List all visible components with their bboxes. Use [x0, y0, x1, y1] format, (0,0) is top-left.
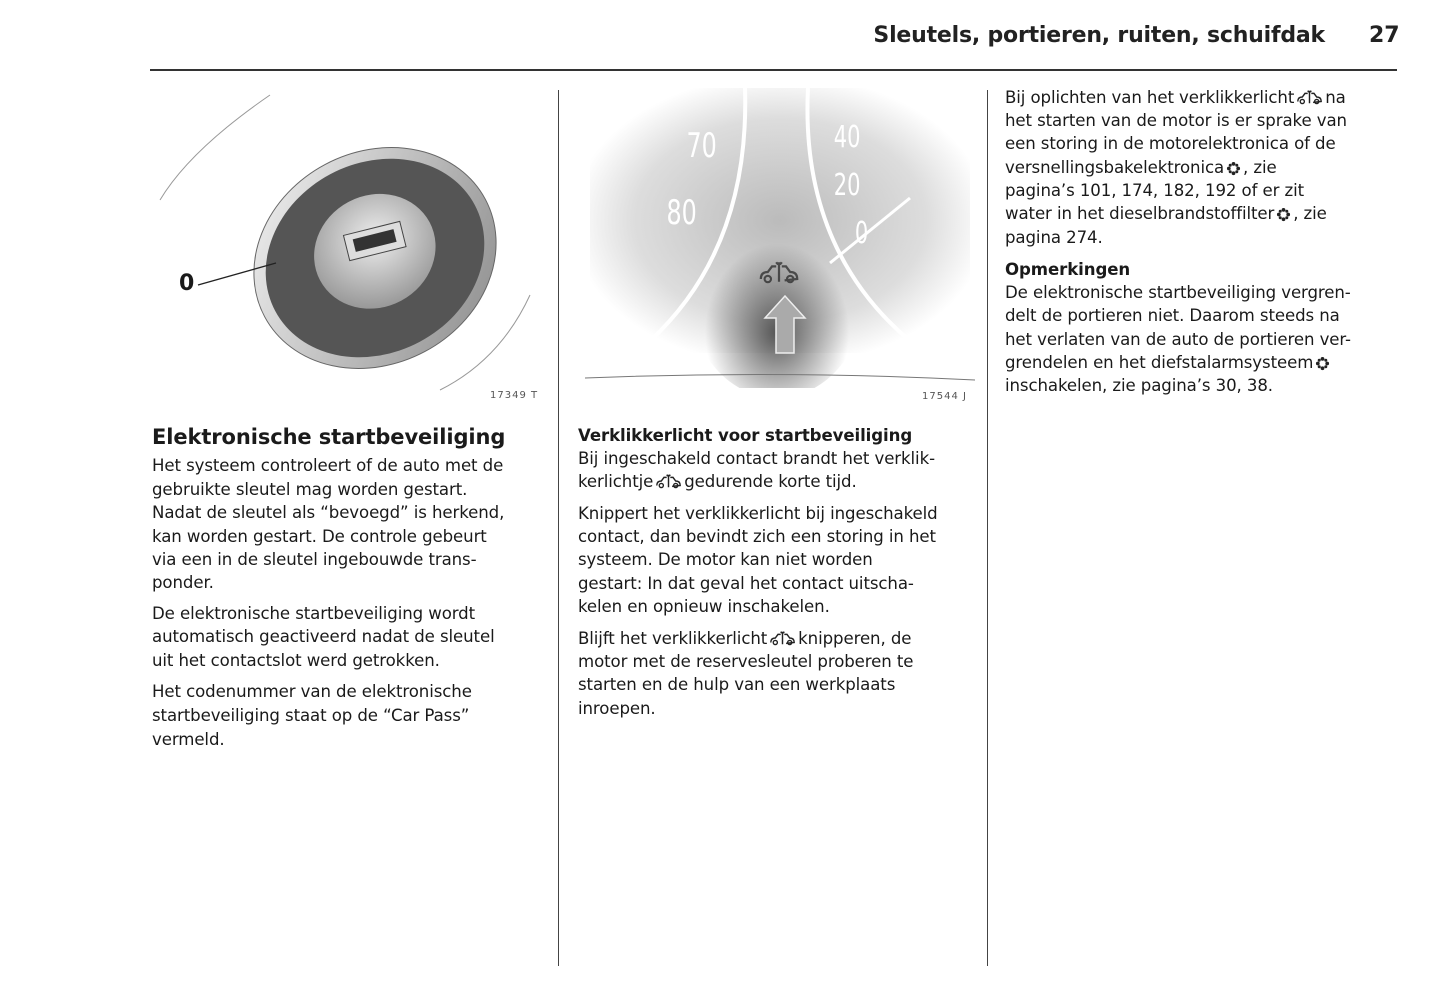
- gauge-number: 40: [833, 120, 861, 155]
- text-line: het verlaten van de auto de portieren ver-: [1005, 330, 1351, 349]
- text-line: inschakelen, zie pagina’s 30, 38.: [1005, 376, 1273, 395]
- text-segment: grendelen en het diefstalarmsysteem: [1005, 353, 1314, 372]
- instrument-cluster-illustration: [580, 88, 975, 410]
- text-line: [578, 627, 911, 651]
- asterisk-flower-icon: [1276, 207, 1291, 222]
- text-segment: , zie: [1293, 204, 1327, 223]
- gauge-number: 70: [686, 126, 717, 166]
- section-heading: Verklikkerlicht voor startbeveiliging: [578, 426, 913, 445]
- text-line: [578, 470, 857, 494]
- asterisk-flower-icon: [1315, 356, 1330, 371]
- text-line: pagina’s 101, 174, 182, 192 of er zit: [1005, 181, 1305, 200]
- header-rule: [150, 69, 1397, 71]
- text-line: een storing in de motorelektronica of de: [1005, 134, 1336, 153]
- text-line: uit het contactslot werd getrokken.: [152, 651, 440, 670]
- text-line: Knippert het verklikkerlicht bij ingeschakeld: [578, 504, 938, 523]
- text-line: motor met de reservesleutel proberen te: [578, 652, 914, 671]
- text-line: kan worden gestart. De controle gebeurt: [152, 527, 487, 546]
- text-line: Bij ingeschakeld contact brandt het verklik-: [578, 449, 935, 468]
- text-line: kelen en opnieuw inschakelen.: [578, 597, 830, 616]
- column-divider: [558, 90, 559, 966]
- text-line: Het codenummer van de elektronische: [152, 682, 472, 701]
- text-line: [1005, 202, 1327, 226]
- text-line: startbeveiliging staat op de “Car Pass”: [152, 706, 470, 725]
- column-divider: [987, 90, 988, 966]
- text-line: het starten van de motor is er sprake van: [1005, 111, 1347, 130]
- text-line: ponder.: [152, 573, 214, 592]
- text-line: starten en de hulp van een werkplaats: [578, 675, 896, 694]
- text-line: De elektronische startbeveiliging wordt: [152, 604, 476, 623]
- text-line: gestart: In dat geval het contact uitscha-: [578, 574, 914, 593]
- car-wrench-icon: [769, 629, 796, 647]
- text-line: automatisch geactiveerd nadat de sleutel: [152, 627, 495, 646]
- text-segment: Blijft het verklikkerlicht: [578, 629, 768, 648]
- text-line: [1005, 156, 1277, 180]
- text-line: inroepen.: [578, 699, 656, 718]
- text-segment: knipperen, de: [798, 629, 912, 648]
- text-line: delt de portieren niet. Daarom steeds na: [1005, 306, 1340, 325]
- text-segment: water in het dieselbrandstoffilter: [1005, 204, 1275, 223]
- text-segment: versnellingsbakelektronica: [1005, 158, 1225, 177]
- section-heading: Elektronische startbeveiliging: [152, 425, 506, 449]
- text-segment: na: [1325, 88, 1346, 107]
- car-wrench-icon: [1296, 88, 1323, 106]
- figure-caption: 17349 T: [490, 390, 539, 401]
- text-segment: gedurende korte tijd.: [684, 472, 857, 491]
- text-line: De elektronische startbeveiliging vergren-: [1005, 283, 1351, 302]
- text-line: Het systeem controleert of de auto met de: [152, 456, 504, 475]
- gauge-number: 80: [666, 193, 697, 233]
- figure-caption: 17544 J: [922, 391, 967, 402]
- page-number: 27: [1369, 23, 1400, 48]
- ignition-lock-illustration: [150, 80, 550, 410]
- text-line: systeem. De motor kan niet worden: [578, 550, 873, 569]
- text-line: [1005, 351, 1332, 375]
- gauge-number: 0: [854, 216, 869, 251]
- text-line: contact, dan bevindt zich een storing in het: [578, 527, 936, 546]
- text-segment: Bij oplichten van het verklikkerlicht: [1005, 88, 1295, 107]
- text-line: Nadat de sleutel als “bevoegd” is herkend,: [152, 503, 505, 522]
- text-line: [1005, 86, 1346, 110]
- gauge-number: 20: [833, 168, 861, 203]
- text-line: via een in de sleutel ingebouwde trans-: [152, 550, 477, 569]
- asterisk-flower-icon: [1226, 161, 1241, 176]
- text-line: gebruikte sleutel mag worden gestart.: [152, 480, 468, 499]
- car-wrench-icon: [655, 472, 682, 490]
- text-line: vermeld.: [152, 730, 225, 749]
- page-header-title: Sleutels, portieren, ruiten, schuifdak: [873, 23, 1325, 48]
- lock-position-label: 0: [179, 271, 195, 296]
- text-line: pagina 274.: [1005, 228, 1103, 247]
- text-segment: , zie: [1243, 158, 1277, 177]
- section-heading: Opmerkingen: [1005, 260, 1131, 279]
- text-segment: kerlichtje: [578, 472, 654, 491]
